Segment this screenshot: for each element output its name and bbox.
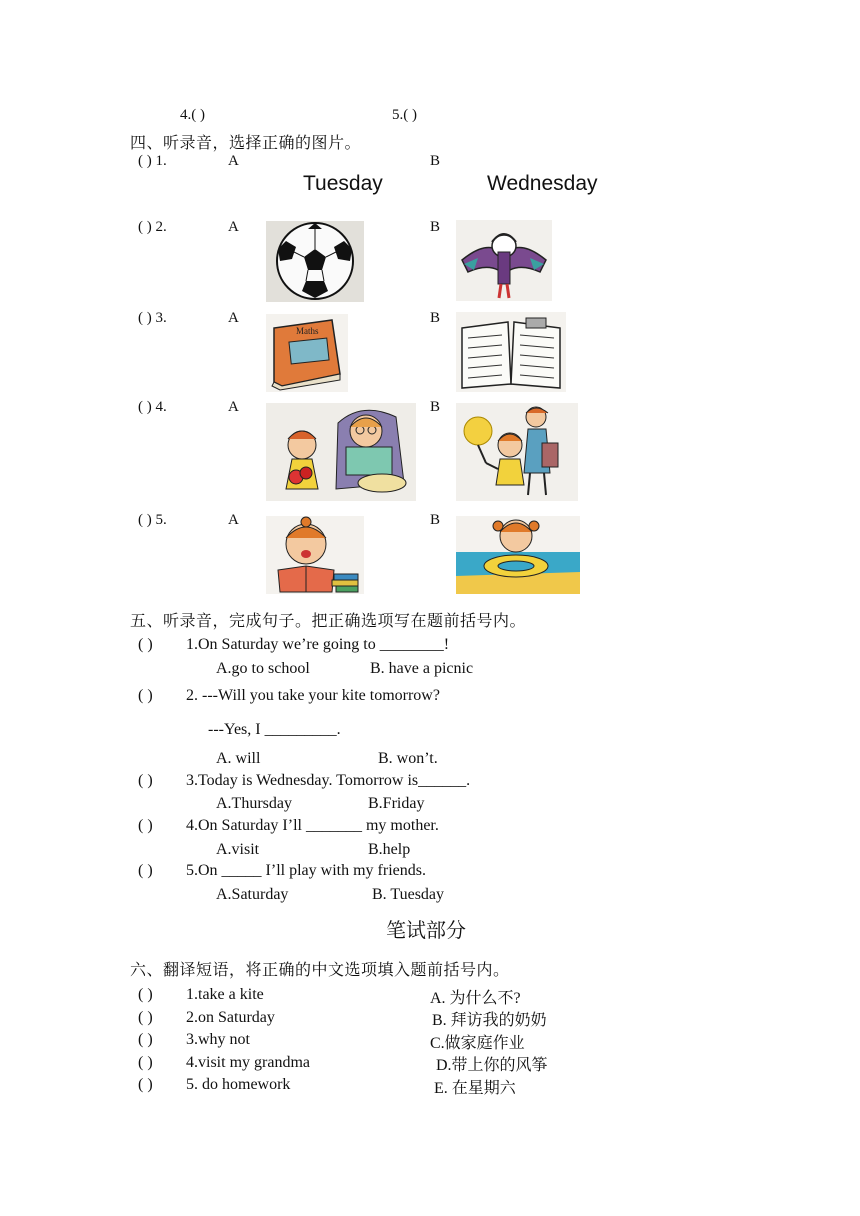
question-text: 4.On Saturday I’ll _______ my mother. (186, 817, 439, 834)
phrase-text: 1.take a kite (186, 986, 264, 1003)
answer-line: ---Yes, I _________. (208, 721, 341, 738)
option-a-label: A (228, 399, 239, 415)
section-5-title: 五、听录音，完成句子。把正确选项写在题前括号内。 (130, 613, 527, 630)
kite-image (456, 220, 552, 301)
option-b-label: B (430, 219, 441, 235)
phrase-text: 3.why not (186, 1031, 250, 1048)
question-label: ( ) 2. (138, 219, 167, 235)
written-part-title: 笔试部分 (386, 920, 466, 942)
chinese-option: E. 在星期六 (434, 1080, 516, 1097)
open-book-image (456, 312, 566, 392)
chinese-option: C.做家庭作业 (430, 1035, 525, 1052)
question-text: 1.On Saturday we’re going to ________! (186, 636, 450, 653)
answer-blank: ( ) (138, 986, 153, 1003)
choice-a: A.visit (216, 841, 260, 858)
question-text: 3.Today is Wednesday. Tomorrow is______. (186, 772, 471, 789)
blank-item-4: 4.( ) (180, 107, 205, 123)
answer-blank: ( ) (138, 817, 153, 834)
choice-b: B. won’t. (378, 750, 438, 767)
answer-blank: ( ) (138, 772, 153, 789)
phrase-text: 2.on Saturday (186, 1009, 275, 1026)
answer-blank: ( ) (138, 1009, 153, 1026)
soccer-ball-image (266, 221, 364, 302)
chinese-option: A. 为什么不? (430, 990, 521, 1007)
question-text: 5.On _____ I’ll play with my friends. (186, 862, 426, 879)
section-6-title: 六、翻译短语，将正确的中文选项填入题前括号内。 (130, 962, 510, 979)
option-a-label: A (228, 512, 239, 528)
answer-blank: ( ) (138, 687, 153, 704)
question-text: 2. ---Will you take your kite tomorrow? (186, 687, 440, 704)
help-mother-image (456, 403, 578, 501)
chinese-option: D.带上你的风筝 (436, 1057, 548, 1074)
choice-b: B.Friday (368, 795, 425, 812)
question-label: ( ) 3. (138, 310, 167, 326)
reading-girl-image (266, 516, 364, 594)
option-b-label: B (430, 512, 441, 528)
option-text-wednesday: Wednesday (487, 172, 598, 195)
answer-blank: ( ) (138, 1076, 153, 1093)
question-label: ( ) 4. (138, 399, 167, 415)
choice-a: A.go to school (216, 660, 310, 677)
section-4-title: 四、听录音，选择正确的图片。 (130, 135, 362, 152)
option-b-label: B (430, 310, 441, 326)
maths-book-title: Maths (296, 326, 319, 336)
blank-item-5: 5.( ) (392, 107, 417, 123)
option-b-label: B (430, 399, 441, 415)
choice-a: A.Saturday (216, 886, 289, 903)
choice-b: B. Tuesday (372, 886, 445, 903)
choice-b: B. have a picnic (370, 660, 474, 677)
choice-a: A.Thursday (216, 795, 292, 812)
choice-b: B.help (368, 841, 411, 858)
answer-blank: ( ) (138, 1054, 153, 1071)
answer-blank: ( ) (138, 636, 153, 653)
choice-a: A. will (216, 750, 261, 767)
chinese-option: B. 拜访我的奶奶 (432, 1012, 547, 1029)
answer-blank: ( ) (138, 862, 153, 879)
option-text-tuesday: Tuesday (303, 172, 383, 195)
answer-blank: ( ) (138, 1031, 153, 1048)
phrase-text: 4.visit my grandma (186, 1054, 310, 1071)
maths-book-image (266, 314, 348, 392)
phrase-text: 5. do homework (186, 1076, 291, 1093)
question-label: ( ) 1. (138, 153, 167, 169)
visit-grandma-image (266, 403, 416, 501)
option-a-label: A (228, 153, 239, 169)
option-b-label: B (430, 153, 441, 169)
option-a-label: A (228, 310, 239, 326)
question-label: ( ) 5. (138, 512, 167, 528)
option-a-label: A (228, 219, 239, 235)
swimming-girl-image (456, 516, 580, 594)
